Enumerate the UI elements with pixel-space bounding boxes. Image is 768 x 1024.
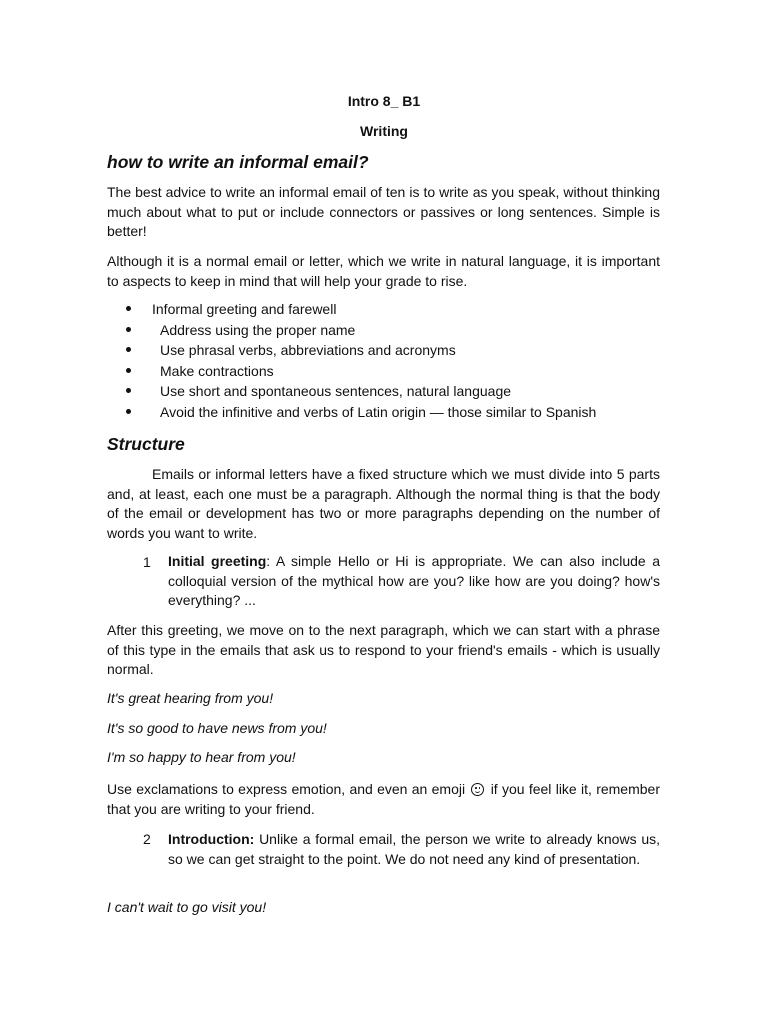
smiley-face-icon	[471, 783, 484, 796]
bullet-icon	[126, 368, 131, 373]
structure-item-introduction	[168, 830, 660, 869]
emotion-paragraph: Use exclamations to express emotion, and even an emoji if you feel like it, remember that you are writing to your friend.	[107, 781, 660, 817]
example-phrase: I can't wait to go visit you!	[107, 899, 267, 915]
example-phrase: It's so good to have news from you!	[107, 720, 327, 736]
bullet-icon	[126, 327, 131, 332]
example-phrase: I'm so happy to hear from you!	[107, 749, 296, 765]
course-title: Intro 8_ B1	[347, 93, 421, 109]
document-page: Intro 8_ B1 Writing how to write an informal email? The best advice to write an informal email of ten is to write as you speak, without thinking much about what to put or include connectors or passives or long sentences. Simple is better! Although it is a normal email or letter, which we write in natural language, it is important to aspects to keep in mind that will help your grade to rise. Informal greeting and farewell Address using the proper name Use phrasal verbs, abbreviations and acronyms Make contractions Use short and spontaneous sentences, natural language Avoid the infinitive and verbs of Latin origin — those similar to Spanish Structure Emails or informal letters have a fixed structure which we must divide into 5 parts and, at least, each one must be a paragraph. Although the normal thing is that the body of the email or development has two or more paragraphs depending on the number of words you want to write. 1 Initial greeting: A simple Hello or Hi is appropriate. We can also include a colloquial version of the mythical how are you? like how are you doing? how's everything? ... After this greeting, we move on to the next paragraph, which we can start with a phrase of this type in the emails that ask us to respond to your friend's emails - which is usually normal. It's great hearing from you! It's so good to have news from you! I'm so happy to hear from you! Use exclamations to express emotion, and even an emoji if you feel like it, remember that you are writing to your friend. 2 Introduction: Unlike a formal email, the person we write to already knows us, so we can get straight to the point. We do not need any kind of presentation. I can't wait to go visit you!	[0, 0, 768, 1024]
structure-item-greeting	[168, 552, 660, 611]
item-text: Unlike a formal email, the person we write to already knows us, so we can get straight to the point. We do not need any kind of presentation.	[168, 831, 660, 867]
item-label: Initial greeting	[168, 553, 267, 569]
intro-paragraph-1: The best advice to write an informal email of ten is to write as you speak, without thinking much about what to put or include connectors or passives or long sentences. Simple is better!	[107, 184, 660, 239]
bullet-icon	[126, 388, 131, 393]
bullet-icon	[126, 347, 131, 352]
item-label: Introduction:	[168, 831, 255, 847]
example-phrase: It's great hearing from you!	[107, 690, 274, 706]
item-text: : A simple Hello or Hi is appropriate. We can also include a colloquial version of the mythical how are you? like how are you doing? how's everything? ...	[168, 553, 660, 608]
structure-paragraph: Emails or informal letters have a fixed structure which we must divide into 5 parts and, at least, each one must be a paragraph. Although the normal thing is that the body of the email or development has two or more paragraphs depending on the number of words you want to write.	[107, 466, 660, 541]
page-title: how to write an informal email?	[107, 152, 369, 172]
intro-paragraph-2: Although it is a normal email or letter, which we write in natural language, it is important to aspects to keep in mind that will help your grade to rise.	[107, 253, 660, 289]
bullet-icon	[126, 306, 131, 311]
after-greeting-paragraph: After this greeting, we move on to the next paragraph, which we can start with a phrase of this type in the emails that ask us to respond to your friend's emails - which is usually normal.	[107, 622, 660, 677]
structure-heading: Structure	[107, 434, 185, 454]
item-number: 1	[143, 554, 151, 570]
section-title: Writing	[360, 123, 408, 139]
item-number: 2	[143, 831, 151, 847]
bullet-icon	[126, 409, 131, 414]
